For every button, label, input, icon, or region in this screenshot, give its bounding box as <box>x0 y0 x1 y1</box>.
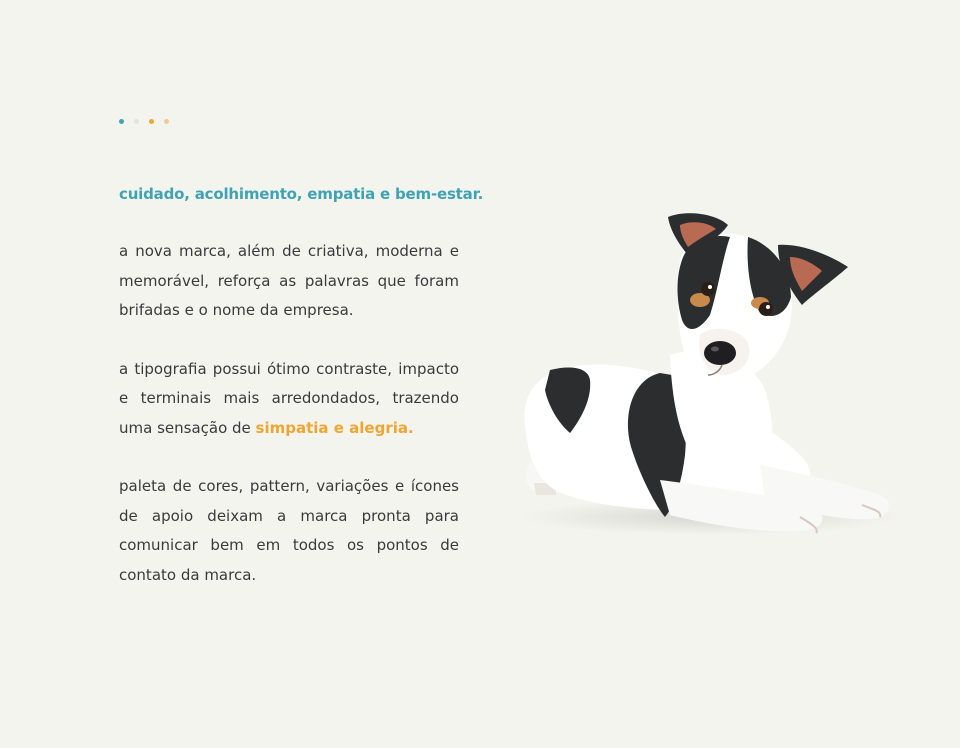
decorative-dots <box>119 119 169 124</box>
dot-light-orange <box>164 119 169 124</box>
dot-orange <box>149 119 154 124</box>
dog-photo <box>510 205 900 550</box>
paragraph-palette: paleta de cores, pattern, variações e ícones de apoio deixam a marca pronta para comunicar bem em todos os pontos de contato da marca. <box>119 477 459 584</box>
highlight-text: simpatia e alegria. <box>255 418 414 437</box>
paragraph-typography-text: a tipografia possui ótimo contraste, impacto e terminais mais arredondados, trazendo uma sensação de <box>119 359 459 437</box>
paragraph-typography <box>119 355 459 444</box>
dot-teal <box>119 119 124 124</box>
text-column <box>119 180 484 590</box>
headline: cuidado, acolhimento, empatia e bem-estar. <box>119 185 484 203</box>
paragraph-brand: a nova marca, além de criativa, moderna e memorável, reforça as palavras que foram brifadas e o nome da empresa. <box>119 242 459 319</box>
dot-light <box>134 119 139 124</box>
